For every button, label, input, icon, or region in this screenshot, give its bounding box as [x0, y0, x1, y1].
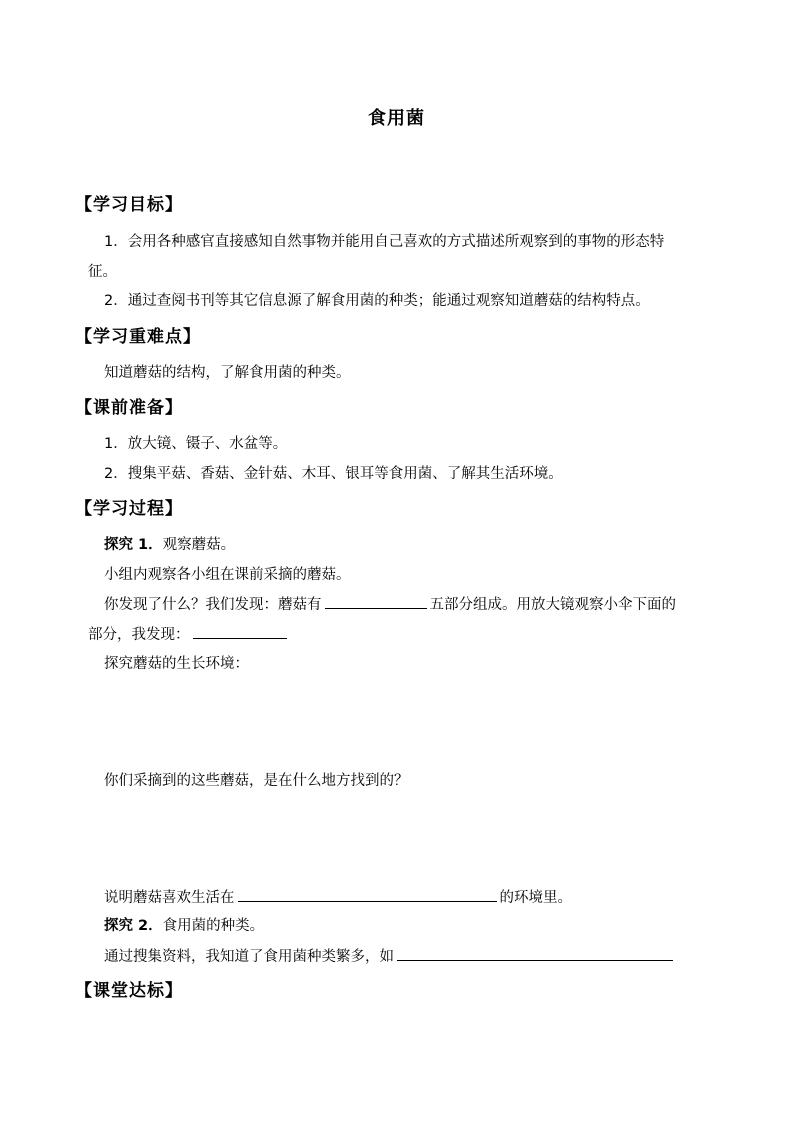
- conclude-suffix: 的环境里。: [499, 890, 572, 906]
- explore-1-line: [104, 535, 235, 555]
- heading-preparation: 【课前准备】: [75, 398, 183, 418]
- objective-1-line-2: 征。: [88, 264, 117, 280]
- heading-classwork: 【课堂达标】: [75, 981, 183, 1001]
- env-text: 探究蘑菇的生长环境：: [104, 656, 249, 672]
- heading-objectives: 【学习目标】: [75, 195, 183, 215]
- explore-1-label: 探究 1．: [104, 537, 163, 553]
- types-prefix: 通过搜集资料，我知道了食用菌种类繁多，如: [104, 949, 394, 965]
- observe-text: 小组内观察各小组在课前采摘的蘑菇。: [104, 567, 351, 583]
- objective-2: 2．通过查阅书刊等其它信息源了解食用菌的种类；能通过观察知道蘑菇的结构特点。: [104, 293, 650, 309]
- found-line-2: [88, 624, 290, 645]
- types-line: [104, 946, 676, 967]
- blank-parts-field[interactable]: [325, 594, 427, 609]
- blank-habitat-field[interactable]: [238, 887, 497, 902]
- blank-found-field[interactable]: [193, 624, 287, 639]
- explore-2-line: [104, 916, 264, 936]
- key-points-text: 知道蘑菇的结构，了解食用菌的种类。: [104, 365, 351, 381]
- conclude-prefix: 说明蘑菇喜欢生活在: [104, 890, 235, 906]
- explore-1-title: 观察蘑菇。: [162, 537, 236, 553]
- found-suffix: 五部分组成。用放大镜观察小伞下面的: [429, 597, 676, 613]
- heading-process: 【学习过程】: [75, 499, 183, 519]
- found-line2-text: 部分，我发现：: [88, 627, 190, 643]
- preparation-1: 1．放大镜、镊子、水盆等。: [104, 436, 288, 452]
- objective-1-line-1: 1．会用各种感官直接感知自然事物并能用自己喜欢的方式描述所观察到的事物的形态特: [104, 234, 665, 250]
- conclude-line: [104, 887, 572, 908]
- found-line: [104, 594, 676, 615]
- explore-2-title: 食用菌的种类。: [162, 918, 265, 934]
- question-text: 你们采摘到的这些蘑菇，是在什么地方找到的？: [104, 773, 409, 789]
- heading-key-points: 【学习重难点】: [75, 327, 201, 347]
- found-prefix: 你发现了什么？我们发现：蘑菇有: [104, 597, 322, 613]
- page-title: 食用菌: [368, 108, 425, 129]
- explore-2-label: 探究 2．: [104, 918, 163, 934]
- blank-types-field[interactable]: [397, 946, 673, 961]
- preparation-2: 2．搜集平菇、香菇、金针菇、木耳、银耳等食用菌、了解其生活环境。: [104, 466, 563, 482]
